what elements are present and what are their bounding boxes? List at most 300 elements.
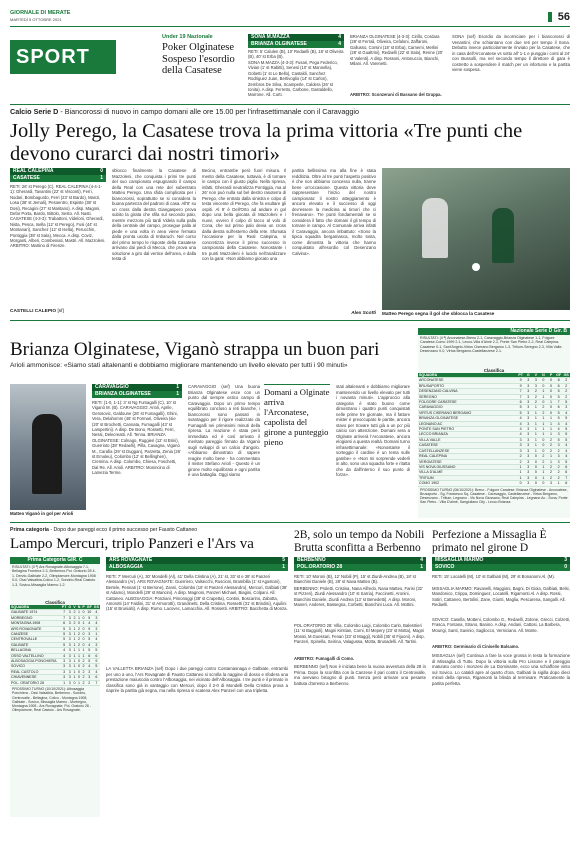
serie-d-table-cell: 0 bbox=[532, 470, 540, 475]
lead-kicker-text: - Biancorossi di nuovo in campo domani alle ore 15.00 per l'infrasettimanale con il Caravaggio bbox=[58, 107, 359, 116]
serie-d-table-cell: CASTELLANZESE bbox=[418, 448, 517, 453]
serie-d-table-header-6: GF bbox=[556, 373, 562, 377]
serie-d-table-cell: 5 bbox=[562, 400, 570, 405]
prima-table-cell: REAL CASTOLO bbox=[10, 669, 61, 674]
serie-d-table-cell: 1 bbox=[532, 443, 540, 448]
serie-d-table-cell: 1 bbox=[547, 421, 555, 426]
olg-home-score: 1 bbox=[176, 384, 179, 390]
serie-d-table-cell: 6 bbox=[562, 481, 570, 486]
serie-d-table-cell: VIS NOVA GIUSSANO bbox=[418, 464, 517, 469]
lead-away-score: 1 bbox=[100, 175, 103, 181]
serie-d-table-cell: 2 bbox=[562, 378, 570, 383]
lead-photo bbox=[382, 168, 570, 310]
lead-dateline bbox=[10, 309, 106, 314]
page-number: 56 bbox=[557, 11, 570, 23]
serie-d-table-cell: 0 bbox=[540, 400, 548, 405]
prima-table-cell: 2 bbox=[86, 680, 93, 685]
prima-table-cell: CHIAVENNESE bbox=[10, 675, 61, 680]
serie-d-table-cell: 7 bbox=[517, 389, 525, 394]
prima-table-cell: 3 bbox=[68, 653, 71, 658]
serie-d-table-cell: 4 bbox=[517, 432, 525, 437]
serie-d-table-cell: 2 bbox=[547, 470, 555, 475]
prima-table-cell: 7 bbox=[93, 680, 100, 685]
serie-d-table-cell: 3 bbox=[547, 481, 555, 486]
serie-d-table-cell: 3 bbox=[517, 443, 525, 448]
mercuri-headline: Lampo Mercuri, triplo Panzeri e l'Ars va bbox=[10, 536, 254, 552]
berbenno-home-score: 4 bbox=[420, 557, 423, 563]
lead-photo-caption: Matteo Perego segna il gol che sblocca la Casatese bbox=[382, 311, 495, 316]
serie-d-table-cell: 3 bbox=[524, 410, 532, 415]
serie-d-table-cell: 9 bbox=[517, 378, 525, 383]
serie-d-table-cell: 1 bbox=[532, 448, 540, 453]
standings-next-round: PROSSIMO TURNO (06/10/2021): Breno - Folgore Caratese, Brianza Olginatese - Arconatese, Brusaporto - Sg. Francesco Sq, Casatese - Caravaggio, Castellanzese - Virtus Bergamo, Desenzano - Tritium, Legnano - Vis Nova Giussano, Real Calepina - Legnano Ac - Sona, Ponte San Pietro - Villa D'almè, Sangiuliano City - Lecco Brianza. bbox=[420, 487, 568, 505]
serie-d-table-cell: 1 bbox=[532, 416, 540, 421]
serie-d-table-cell: CASATESE bbox=[418, 443, 517, 448]
lead-photo-ball bbox=[472, 263, 480, 271]
u19-away-lineup: BRIANZA OLGINATESE (4-3-3): Cirillo, Cordara (28' st Ferrali, Oliveira, Cefaloni, Zaffaroni, Gallusso, Corsini (18' st Erba), Carnemi, Merlini (28' st Gualtrini), Redaelli (22' st Sala), Renne (20' st Valenti). A disp. Rossoni, Antonuccio, Bianchi, Milani. All. Varenetti. bbox=[350, 34, 443, 67]
serie-d-table-cell: CARAVAGGIO bbox=[418, 405, 517, 410]
prima-table-cell: 6 bbox=[86, 653, 93, 658]
serie-d-table-cell: 1 bbox=[555, 481, 563, 486]
prima-table-cell: 2 bbox=[73, 621, 76, 626]
prima-table-cell: 0 bbox=[82, 610, 85, 615]
prima-table-cell: 0 bbox=[77, 621, 80, 626]
prima-table-cell: 1 bbox=[73, 659, 76, 664]
prima-table-header-5: P bbox=[82, 605, 85, 609]
prima-table-header-4: N bbox=[77, 605, 81, 609]
serie-d-table-cell: 1 bbox=[517, 470, 525, 475]
prima-table-cell: 7 bbox=[61, 615, 68, 620]
olg-home-team: CARAVAGGIO bbox=[95, 384, 129, 390]
prima-table-header-1: PT bbox=[61, 605, 67, 609]
prima-table-cell: 2 bbox=[77, 637, 80, 642]
serie-d-table-cell: 1 bbox=[540, 416, 548, 421]
serie-d-table-cell: 1 bbox=[532, 421, 540, 426]
prima-results: RISULTATI: (3 ª) Ars Rovagnate-Albosaggia 7-1, Bellagina Frontera 2-3, Berbenno-Pol. Oratorio 28 4-1, Dervio-Galbiate 2-2, Olimpiamore-Montagna 1908 0-0, Ossi Valsalbia-Colico 1-2, Sondrio-Real Castolo 1-3, Sovico-Missaglia Marmo 1-2. bbox=[12, 565, 96, 587]
serie-d-table-cell: 5 bbox=[562, 427, 570, 432]
serie-d-table-cell: 1 bbox=[532, 432, 540, 437]
serie-d-table-cell: 2 bbox=[562, 394, 570, 399]
serie-d-table-cell: 2 bbox=[547, 443, 555, 448]
prima-table-cell: 1 bbox=[77, 648, 80, 653]
prima-table-cell: 2 bbox=[82, 680, 85, 685]
prima-table-cell: 6 bbox=[93, 675, 100, 680]
prima-table-cell: 1 bbox=[77, 610, 80, 615]
prima-table-cell: 3 bbox=[86, 669, 93, 674]
serie-d-table-cell: 0 bbox=[540, 448, 548, 453]
prima-table-cell: 2 bbox=[82, 669, 85, 674]
berbenno-goals: RETI: 10' Moroni (B), 12' Nobili (P), 15' st Ziurdi-Andrea (B), 18' st Bianchini Daniele (B), 28' st Nava Matteo (B). bbox=[294, 574, 416, 585]
prima-table-cell: 1 bbox=[82, 653, 85, 658]
prima-table-cell: 1 bbox=[73, 669, 76, 674]
prima-table-cell: GALBIATE 1974 bbox=[10, 610, 61, 615]
divider bbox=[10, 320, 570, 321]
serie-d-table-cell: 3 bbox=[524, 416, 532, 421]
missaglia-headline: Perfezione a Missaglia È primato nel girone D bbox=[432, 529, 547, 554]
serie-d-table-cell: 3 bbox=[524, 389, 532, 394]
serie-d-table-cell: ARCONATESE bbox=[418, 378, 517, 383]
serie-d-table-cell: 4 bbox=[562, 443, 570, 448]
u19-home-team: SONA M.MAZZA bbox=[251, 34, 290, 40]
serie-d-table-cell: LECCO BRIANZA bbox=[418, 432, 517, 437]
prima-table-cell: 6 bbox=[61, 621, 68, 626]
lead-body-col2: Becino, entrambe però fuori misura. Il merito della Casatese, tuttavia, è di tornare in campo con il giusto piglio. Nella ripresa, infatti, Gherardi neutralizza Pontiggia, ma al 26' non può nulla sul bel destro rasoterra di Perego, che entrato dalla sinistra e colpo di testa vincente di Perego, che fa esultare gli ospiti. Al 9' è Dell'Orto ad andare in gol dopo una bella giocata di Mazzoleni e i nuovi, ovvero il colpo di tacco al volo di Cona, che sul primo palo devia un cross dalla destra sull'esterno della rete. Sfumata l'occasione per la Real Calepina, si concretizza invece il primo successo in campionato della Casatese. Nonostante i tre punti Mazzoleni è lucido nell'analizzare con la gara: «Non abbiamo giocato una bbox=[202, 168, 286, 261]
prima-table-cell: GALBIATE bbox=[10, 642, 61, 647]
prima-table-cell: 10 bbox=[87, 610, 92, 615]
prima-table-cell: 0 bbox=[82, 615, 85, 620]
prima-table-cell: 3 bbox=[61, 675, 68, 680]
serie-d-table-cell: 2 bbox=[547, 464, 555, 469]
section-label: SPORT bbox=[10, 40, 116, 74]
serie-d-table-header-0: SQUADRA bbox=[418, 373, 517, 378]
serie-d-table-cell: 2 bbox=[532, 389, 540, 394]
serie-d-table-cell: COMO 1902 bbox=[418, 481, 517, 486]
standings-table bbox=[418, 373, 570, 487]
missaglia-away-score: 0 bbox=[564, 564, 567, 570]
prima-table-cell: 1 bbox=[77, 680, 80, 685]
serie-d-table-cell: 3 bbox=[524, 470, 532, 475]
prima-table-cell: ARS ROVAGNATE bbox=[10, 626, 61, 631]
prima-table-cell: 2 bbox=[77, 632, 80, 637]
serie-d-table-cell: BRUSAPORTO bbox=[418, 383, 517, 388]
serie-d-table-cell: VILLA D'ALMÈ bbox=[418, 470, 517, 475]
serie-d-table-cell: 2 bbox=[547, 437, 555, 442]
serie-d-table-cell: 8 bbox=[555, 378, 563, 383]
lead-home-team: REAL CALEPINA bbox=[13, 168, 54, 174]
serie-d-table-cell: 2 bbox=[540, 405, 548, 410]
u19-body: SONA (sef) Esordio da incorniciare per i biancorossi di Venantini, che schiantano con due reti per tempo il Sona. Debutto invece particolarmente rinviato per la Casatese, che in casa dell'Arconatese vs sotto all' 1-1 e punggia i conti al 24' con Bussolli, ma nel secondo tempo il direttore di gara è costretto a sospendere il match per un infortunio e la partita viene sospesa. bbox=[452, 34, 570, 72]
serie-d-table-cell: 7 bbox=[517, 394, 525, 399]
prima-table-cell: POL. ORATORIO 28 bbox=[10, 680, 61, 685]
prima-table-cell: 5 bbox=[86, 659, 93, 664]
u19-away-team: BRIANZA OLGINATESE bbox=[251, 41, 307, 47]
serie-d-table-cell: 0 bbox=[547, 405, 555, 410]
prima-table-cell: 1 bbox=[73, 642, 76, 647]
prima-table-cell: 6 bbox=[93, 653, 100, 658]
serie-d-table-cell: DESENZANO CALVINA bbox=[418, 389, 517, 394]
berbenno-away-lineup: POL.ORATORIO 28: Villa, Colombo Luigi, Colombo Carlo, Balestrieri (11' st Baggioli), Magni Kirstian, Corni, El Mepery (23' st Motta), Magni Morati, M.Guessari, Fenan (33' st Maggi), Nobili (35' st Fijuoni). A disp. Panzeri, Spinella, Seirina, Valagussa, Motta, Brusadelli. All. Tartini. bbox=[294, 623, 425, 645]
prima-table-cell: 2 bbox=[82, 675, 85, 680]
prima-table-cell: 4 bbox=[86, 664, 93, 669]
serie-d-table-cell: 3 bbox=[524, 448, 532, 453]
serie-d-table-cell: 3 bbox=[517, 437, 525, 442]
serie-d-table-cell: 3 bbox=[524, 464, 532, 469]
serie-d-table-cell: 3 bbox=[524, 405, 532, 410]
missaglia-referee: ARBITRO: Germinario di Cinisello Balsamo. bbox=[432, 644, 520, 649]
serie-d-table-cell: 6 bbox=[555, 383, 563, 388]
serie-d-table-cell: 2 bbox=[547, 448, 555, 453]
mercuri-scorebox bbox=[106, 557, 288, 571]
serie-d-table-cell: 0 bbox=[540, 383, 548, 388]
olg-photo-caption: Matteo Viganò in gol per Arioli bbox=[10, 511, 74, 516]
page-number-bar bbox=[548, 12, 552, 22]
issue-date: MARTEDÌ 5 OTTOBRE 2021 bbox=[10, 17, 62, 22]
serie-d-table-cell: 2 bbox=[517, 454, 525, 459]
serie-d-table-header-3: V bbox=[532, 373, 540, 378]
prima-table-cell: 3 bbox=[68, 680, 71, 685]
olg-away-team: BRIANZA OLGINATESE bbox=[95, 391, 151, 397]
serie-d-table-cell: VILLA VALLE bbox=[418, 437, 517, 442]
prima-table-cell: 1 bbox=[77, 615, 80, 620]
paper-name: GIORNALE DI MERATE bbox=[10, 10, 71, 16]
serie-d-table-cell: 3 bbox=[555, 459, 563, 464]
prima-table-cell: 3 bbox=[68, 621, 71, 626]
serie-d-table-cell: 1 bbox=[540, 427, 548, 432]
mercuri-kicker-text: - Dopo due pareggi ecco il primo successo per Fausto Cattaneo bbox=[48, 527, 198, 533]
prima-table-cell: 3 bbox=[68, 659, 71, 664]
serie-d-table-cell: 1 bbox=[547, 459, 555, 464]
prima-table-cell: CENTROVALLE bbox=[10, 637, 61, 642]
serie-d-table-cell: 0 bbox=[547, 383, 555, 388]
prima-table-cell: 3 bbox=[68, 669, 71, 674]
prima-table-header-0: SQUADRA bbox=[10, 605, 61, 610]
serie-d-table-cell: VIRTUS CISERANO BERGAMO bbox=[418, 410, 517, 415]
serie-d-table-cell: 1 bbox=[547, 427, 555, 432]
prima-table-header-7: GS bbox=[93, 605, 99, 609]
missaglia-goals: RETI: 15' Locatelli (M), 10' st Galbiati (M), 29' st Bonanomi Al. (M). bbox=[432, 574, 555, 579]
berbenno-home-team: BERBENNO bbox=[297, 557, 326, 563]
prima-table-cell: 2 bbox=[82, 659, 85, 664]
prima-table-cell: ALBOSAGGIA PONCHIERA bbox=[10, 659, 61, 664]
serie-d-table-cell: 4 bbox=[562, 421, 570, 426]
u19-kicker: Under 19 Nazionale bbox=[162, 34, 213, 40]
prima-table-cell: MONTAGNA 1908 bbox=[10, 621, 61, 626]
missaglia-scorebox bbox=[432, 557, 570, 571]
prima-table-cell: 2 bbox=[73, 615, 76, 620]
serie-d-table-cell: 3 bbox=[555, 454, 563, 459]
prima-table-cell: 1 bbox=[73, 648, 76, 653]
serie-d-table-cell: 5 bbox=[555, 410, 563, 415]
prima-table-cell: 1 bbox=[73, 632, 76, 637]
serie-d-table-cell: 1 bbox=[532, 405, 540, 410]
prima-table-cell: 1 bbox=[82, 621, 85, 626]
serie-d-table-cell: 3 bbox=[524, 454, 532, 459]
lead-byline: Alex Scotti bbox=[351, 311, 376, 316]
prima-table-cell: 4 bbox=[93, 621, 100, 626]
prima-table-cell: 1 bbox=[73, 626, 76, 631]
prima-table-cell: 4 bbox=[86, 621, 93, 626]
serie-d-table-cell: 0 bbox=[547, 410, 555, 415]
lead-kicker-category: Calcio Serie D bbox=[10, 107, 59, 116]
prima-table-cell: 0 bbox=[77, 669, 80, 674]
prima-table-cell: 0 bbox=[77, 659, 80, 664]
serie-d-table-cell: 2 bbox=[540, 459, 548, 464]
serie-d-table-cell: 0 bbox=[532, 481, 540, 486]
prima-table-header-2: G bbox=[68, 605, 72, 609]
serie-d-table-cell: 1 bbox=[540, 421, 548, 426]
serie-d-table-cell: 9 bbox=[517, 383, 525, 388]
u19-headline: Poker Olginatese Sospeso l'esordio della Casatese bbox=[162, 42, 235, 76]
serie-d-table-cell: 5 bbox=[517, 405, 525, 410]
berbenno-body: BERBENNO (sef) Non è iniziata bene la nuova avventura della 28 in Prima. Dopo la sconfitta con la Canzese il pari contro il Centrovalle, ma avevano bisogno di punti. Senza però arrivare una pesante battuta d'arresto a Berbenno. bbox=[294, 664, 426, 686]
missaglia-home-lineup: MISSAGLIA MARMO: Ravanelli, Maggioni, Bagni, Di Gioia, Galbiati, Belsi, Mandonico, Crippa, Dominguez, Locatelli, Rigamonti Al. A disp. Rossi, Sotiri, Cattaneo, Bertolini, Zane, Giunti, Maglia, Pescarena, Sangalli. All. Redaelli. bbox=[432, 586, 570, 608]
prima-table-row bbox=[10, 680, 100, 685]
serie-d-table-cell: 6 bbox=[555, 405, 563, 410]
serie-d-table-cell: SEREGNO bbox=[418, 394, 517, 399]
prima-table-cell: 1 bbox=[77, 653, 80, 658]
serie-d-table-cell: 3 bbox=[562, 405, 570, 410]
serie-d-table-cell: 0 bbox=[540, 481, 548, 486]
serie-d-table-cell: 0 bbox=[532, 464, 540, 469]
serie-d-table-cell: 0 bbox=[547, 378, 555, 383]
prima-table-cell: 2 bbox=[82, 664, 85, 669]
serie-d-table-cell: BRIANZA OLGINATESE bbox=[418, 416, 517, 421]
serie-d-table-cell: 0 bbox=[540, 378, 548, 383]
prima-table-header-6: GF bbox=[86, 605, 92, 609]
prima-table-cell: 4 bbox=[93, 669, 100, 674]
serie-d-table-cell: 4 bbox=[562, 454, 570, 459]
prima-table-cell: 5 bbox=[61, 642, 68, 647]
berbenno-scorebox bbox=[294, 557, 426, 571]
standings-table-title: Classifica bbox=[483, 368, 505, 373]
serie-d-table-cell: 2 bbox=[562, 389, 570, 394]
prima-table-title: Classifica bbox=[45, 600, 65, 605]
prima-table-cell: MORBEGNO bbox=[10, 615, 61, 620]
serie-d-table-cell: 3 bbox=[524, 459, 532, 464]
serie-d-table-cell: FOLGORE CARATESE bbox=[418, 400, 517, 405]
serie-d-table-cell: 1 bbox=[517, 475, 525, 480]
lead-headline: Jolly Perego, la Casatese trova la prima vittoria «Tre punti che devono curarci dai nostri timori» bbox=[10, 120, 523, 165]
serie-d-table-cell: 3 bbox=[517, 448, 525, 453]
prima-table-cell: 4 bbox=[61, 648, 68, 653]
serie-d-table-cell: TRITIUM bbox=[418, 475, 517, 480]
prima-table-cell: 3 bbox=[61, 664, 68, 669]
serie-d-table-cell: 2 bbox=[517, 459, 525, 464]
lead-body-col1: sblocco finalmente la Casatese di Mazzoleni, che conquista i primi tre punti del suo campionato espugnando il campo della Real con una rete del subentrato Matteo Perego. Una sfida complicata per i biancorossi, soprattutto se si considera la buona partenza del padroni di casa. All'8' su un cross dalla destra Giangaspero prova subito la girata che sfila sul secondo palo, mentre mezzora più tardi Videla sulla palla della centrale del campo, prosegue palla al piede e una volta in area viene fermato dalla pronta uscita di Imbaruch. Nel corso del primo tempo le risposte della Casatese arrivano dai piedi di Mecca, che prova una soluzione a giro dal vertice dell'area, e dalla testa di bbox=[112, 168, 196, 261]
lead-dateline-tag: [sf] bbox=[57, 309, 64, 314]
serie-d-table-cell: 5 bbox=[555, 416, 563, 421]
serie-d-table-cell: VERGIATESE bbox=[418, 459, 517, 464]
serie-d-table-cell: 4 bbox=[517, 427, 525, 432]
prima-table-cell: 0 bbox=[82, 626, 85, 631]
prima-table-cell: 4 bbox=[93, 610, 100, 615]
serie-d-table-cell: 2 bbox=[555, 470, 563, 475]
prima-table-cell: 0 bbox=[82, 642, 85, 647]
serie-d-table-cell: LEGNANO AC bbox=[418, 421, 517, 426]
serie-d-table-header-4: N bbox=[540, 373, 548, 378]
missaglia-home-score: 3 bbox=[564, 557, 567, 563]
prima-table-cell: BELLAGINA bbox=[10, 648, 61, 653]
olg-subhead: Arioli ammonisce: «Siamo stati altalenanti e dobbiamo migliorare mantenendo un livello elevato per tutti i 90 minuti» bbox=[10, 362, 348, 369]
prima-table-cell: 1 bbox=[73, 675, 76, 680]
missaglia-body: MISSAGLIA (sef) Continua a fare la voce grossa in testa la formazione di Missaglia di Tutto. Dopo la vittoria sulla Pro Lissone e il pareggio maturato contro i monzesi de La Dominante, ecco una schiaffone vinto sul Sovico. Lo cataldi apre al quarto d'ora, Galbiati la sigilla dopo dieci minuti della ripresa, Rigamonti la blinda al terminare. Praticamente la partita perfetta. bbox=[432, 653, 570, 686]
prima-table-cell: 0 bbox=[73, 680, 76, 685]
serie-d-table-cell: 0 bbox=[532, 454, 540, 459]
prima-standings bbox=[10, 557, 100, 817]
prima-table-cell: 4 bbox=[61, 653, 68, 658]
prima-table-cell: 3 bbox=[68, 610, 71, 615]
serie-d-table-cell: 1 bbox=[540, 475, 548, 480]
lead-scorebox bbox=[10, 168, 106, 182]
prima-table-cell: 0 bbox=[77, 675, 80, 680]
serie-d-table-cell: 1 bbox=[540, 470, 548, 475]
prima-title: Prima Categoria GIR. C bbox=[10, 557, 100, 564]
prima-table-cell: 3 bbox=[86, 632, 93, 637]
serie-d-table-cell: 3 bbox=[524, 481, 532, 486]
serie-d-table-header-5: P bbox=[547, 373, 555, 378]
serie-d-table-cell: 1 bbox=[547, 454, 555, 459]
prima-table-cell: 2 bbox=[77, 626, 80, 631]
u19-home-score: 4 bbox=[338, 34, 341, 40]
serie-d-table-cell: 1 bbox=[540, 432, 548, 437]
prima-table-cell: 3 bbox=[61, 659, 68, 664]
serie-d-table-cell: 2 bbox=[547, 475, 555, 480]
u19-home-lineup: SONA M.MAZZA (4-3-3): Fusari, Pega Federico, Vivian (1' st Rabitti), Senesi (10' st Mannella), Gobetti (1' st Lo Bello), Castaldi, Sanchez Rodriguez Juan, Bertivoglio (14' st Carlon), Zembros De Silva, Scamperle, Caldera (26' st Ionita). A disp. Ferretto, Carbone, Gastaldello, Marrone. All. Curti. bbox=[248, 60, 338, 98]
serie-d-table-cell: 3 bbox=[524, 475, 532, 480]
prima-table-cell: 4 bbox=[86, 642, 93, 647]
prima-table-cell: 4 bbox=[93, 637, 100, 642]
serie-d-table-cell: 1 bbox=[540, 394, 548, 399]
berbenno-referee: ARBITRO: Fumagalli di Como. bbox=[294, 656, 355, 661]
prima-table-cell: 2 bbox=[73, 610, 76, 615]
divider-bottom bbox=[10, 522, 570, 523]
serie-d-table-cell: 3 bbox=[524, 427, 532, 432]
serie-d-table-cell: 3 bbox=[524, 400, 532, 405]
serie-d-table-cell: 0 bbox=[547, 389, 555, 394]
missaglia-away-team: SOVICO bbox=[435, 564, 455, 570]
serie-d-table-cell: 0 bbox=[517, 481, 525, 486]
prima-table-cell: 5 bbox=[86, 648, 93, 653]
serie-d-table-cell: 2 bbox=[532, 400, 540, 405]
prima-table-cell: CANZESE bbox=[10, 632, 61, 637]
serie-d-table-header-2: G bbox=[524, 373, 532, 378]
prima-table-cell: 2 bbox=[77, 642, 80, 647]
lead-dateline-place: CASTELLI CALEPIO bbox=[10, 309, 57, 314]
prima-table-cell: 3 bbox=[93, 642, 100, 647]
serie-d-table-cell: 5 bbox=[562, 459, 570, 464]
olg-body-col2: stati altalenanti e dobbiamo migliorare mantenendo un livello elevato per tutti i novanta minuti». L'approccio alla categoria è stato buono come dimostrano i quattro punti conquistati nelle prime tre giornate, ma il fattore mister è preoccupato le partite, ancora stavo per trovare tutti già a un po' più calcio con attenzione. Domani sera a Olginate arriverà l'Arconatese, ancora elogiarsi a questa realtà. Domani turno infrasettimanale: «Nonostante il sorteggio il cardine è un tema sulle gambe» e «Non mi sorprende vederli in alto, sono una squadra forte e ritatta che da dall'interno il suo punto di forza». bbox=[336, 384, 410, 477]
serie-d-table-cell: 5 bbox=[562, 416, 570, 421]
serie-d-table-cell: 5 bbox=[562, 437, 570, 442]
berbenno-away-team: POL.ORATORIO 28 bbox=[297, 564, 343, 570]
olg-body-col1: CARAVAGGIO (sef) Una buona Brianza Olginatese esce con un punto dal sempre ostico campo di Caravaggio. Dopo un primo tempo equilibrato concluso a reti bianche, i biancorossi sono passati in svantaggio per il rigore realizzato da Fumagalli nei primissimi minuti della ripresa. La reazione è stata però immediata ed è così arrivato il meritato pareggio firmato da Viganò sugli sviluppi di un calcio d'angolo. «Abbiamo dimostrato di sapere reagire molto bene - ha commentato il mister Stefano Arioli - Questo è un girone molto equilibrato e ogni partita è una battaglia. Oggi siamo bbox=[188, 384, 260, 477]
olg-photo bbox=[10, 384, 86, 510]
mercuri-home-team: ARS ROVAGNATE bbox=[109, 557, 153, 563]
prima-table-cell: 5 bbox=[61, 637, 68, 642]
lead-kicker bbox=[10, 104, 570, 116]
prima-table-cell: 5 bbox=[61, 626, 68, 631]
serie-d-table-cell: 3 bbox=[524, 421, 532, 426]
serie-d-table-cell: 6 bbox=[517, 400, 525, 405]
prima-table-cell: 1 bbox=[61, 680, 68, 685]
prima-table-cell: 3 bbox=[68, 615, 71, 620]
serie-d-table-row bbox=[418, 481, 570, 486]
serie-d-table-header-1: PT bbox=[518, 373, 523, 377]
mercuri-kicker bbox=[10, 527, 280, 534]
serie-d-table-cell: 0 bbox=[547, 394, 555, 399]
prima-table-cell: 5 bbox=[93, 664, 100, 669]
olg-headline: Brianza Olginatese, Viganò strappa un buon pari bbox=[10, 339, 380, 360]
prima-table-cell: 5 bbox=[93, 648, 100, 653]
u19-scorebox bbox=[248, 34, 344, 48]
prima-table-cell: 3 bbox=[68, 664, 71, 669]
lead-body-col3: partita bellissima ma alla fine è stata redditizia. Oltre al tre punti l'aspetto positivo è che non abbiamo concesso nulla, tranne bene un'occasione. Questa vittoria deve rappresentare l'inizio del nostro campionato: il nostro atteggiamento è ancora elevato e il successo di oggi dev'essere la medicina ai timori che ci frenavano». Tre punti fondamentali se si considera il fatto che domani il gli tempo di tornare in campo. Al Comunale arriva infatti il Caravaggio, ancora imbattuto: «Sono la tipica squadra bergamasca, molto tosta, come dimostra la vittoria che hanno conquistato all'esordio col Desenzano Calvina». bbox=[292, 168, 376, 256]
mercuri-body: LA VALLETTA BRIANZA (sef) Dopo i due pareggi contro Costamasnaga e Galbiate, entrambi per uno a uno, l'Ars Rovagnate di Fausto Cattaneo si scrolla la naggine di dosso e sfodera una prestazione maiuscola contro l'Albosaggia, nei vicinato dell'Albosaggia. I tre punti e il primato in classifica sono già in vantaggio con Mercuri, dopo il 2-0 di Mondelli Della Cristina prova a riaprire la partita già segna, ma nella ripresa si scatena Alex Panzeri con una tripletta. bbox=[106, 666, 288, 693]
olg-away-score: 1 bbox=[176, 391, 179, 397]
prima-table-cell: 3 bbox=[61, 669, 68, 674]
serie-d-table-cell: 1 bbox=[532, 437, 540, 442]
prima-table-cell: 5 bbox=[86, 615, 93, 620]
prima-table-cell: 1 bbox=[82, 648, 85, 653]
berbenno-home-lineup: BERBENNO: Proletti, Cristina, Nana Alfredo, Nana Matteo, Farisi (32' st Pizzeri), Ziurdi Alessandro (10' st Sarria), Faccinetti, Aronini, Bianchini Daniele, Ziurdi Andrea (13' st Benedetti). A disp. Moroni, Maneri, Anderes, Bassegna, Corbetti, Bianchini Luca. All. Mottini. bbox=[294, 586, 423, 608]
serie-d-table-cell: 5 bbox=[555, 437, 563, 442]
serie-d-table-cell: 1 bbox=[532, 427, 540, 432]
missaglia-away-lineup: SOVICO: Casella, Motteni, Colombo G., Redaelli, Zotone, Grecci, Colzetti, Frasca, Fontana, Strano, Banino. A disp. Andani, Cattosi, La Barbera, Mourigi, Santi, Savinio, Sagliocco, Verniciano. All. Monte. bbox=[432, 617, 570, 633]
prima-table-cell: 3 bbox=[68, 626, 71, 631]
serie-d-table-cell: 3 bbox=[532, 383, 540, 388]
prima-table-cell: 3 bbox=[68, 675, 71, 680]
serie-d-table-cell: 1 bbox=[547, 416, 555, 421]
